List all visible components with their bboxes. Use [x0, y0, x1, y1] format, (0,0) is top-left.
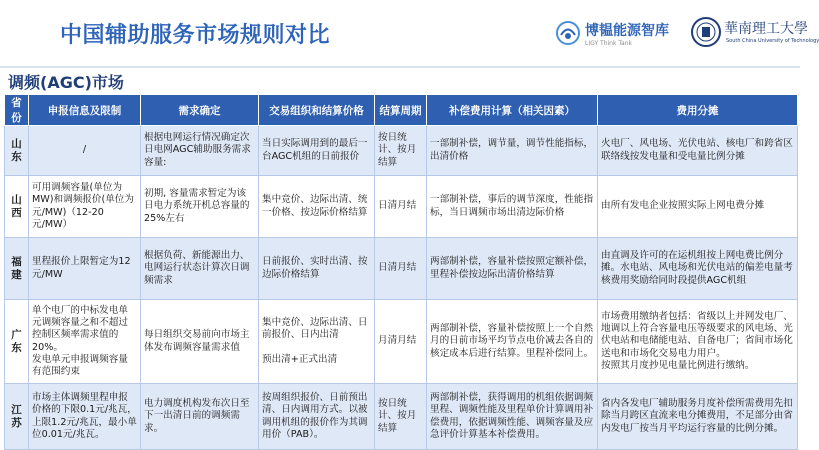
allocation-cell: 火电厂、风电场、光伏电站、核电厂和跨省区联络线按发电量和受电量比例分摊: [598, 126, 798, 176]
university-logo-name: 華南理工大學: [724, 21, 808, 37]
think-tank-logo-sub: LIGY Think Tank: [585, 40, 632, 47]
period-cell: 日清月结: [375, 238, 427, 300]
compensation-cell: 两部制补偿，容量补偿按照上一个自然月的日前市场平均节点电价减去各自的核定成本后进行结算。里程补偿同上。: [427, 300, 598, 384]
table-row: [5, 126, 798, 176]
period-cell: 日清月结: [375, 176, 427, 238]
university-logo: [690, 14, 819, 54]
province-cell: 江苏: [5, 384, 29, 450]
trading-cell: 日前报价、实时出清、按边际价格结算: [259, 238, 375, 300]
bid-info-cell: 单个电厂的中标发电单元调频容量之和不超过控制区频率需求值的 20%。 发电单元申报调频容量有范围约束: [29, 300, 141, 384]
column-header: 交易组织和结算价格: [259, 95, 375, 126]
table-row: [5, 300, 798, 384]
column-header: 结算周期: [375, 95, 427, 126]
period-cell: 月清月结: [375, 300, 427, 384]
allocation-cell: 由直调及许可的在运机组按上网电费比例分摊。水电站、风电场和光伏电站的偏差电量考核费用奖励给同时段提供AGC机组: [598, 238, 798, 300]
bid-info-cell: /: [29, 126, 141, 176]
table-header-row: [5, 95, 798, 126]
allocation-cell: 市场费用缴纳者包括：省级以上并网发电厂、地调以上符合容量电压等级要求的风电场、光伏电站和电储能电站、自备电厂；省间市场化送电和市场化交易电力用户。 按照其月度抄见电量比例进行缴纳。: [598, 300, 798, 384]
bid-info-cell: 市场主体调频里程申报价格的下限0.1元/兆瓦，上限1.2元/兆瓦，最小单位0.01元/兆瓦。: [29, 384, 141, 450]
trading-cell: 当日实际调用到的最后一台AGC机组的日前报价: [259, 126, 375, 176]
demand-cell: 初期, 容量需求暂定为该日电力系统开机总容量的25%左右: [141, 176, 259, 238]
table-row: [5, 238, 798, 300]
demand-cell: 每日组织交易前向市场主体发布调频容量需求值: [141, 300, 259, 384]
table-row: [5, 176, 798, 238]
compensation-cell: 两部制补偿，获得调用的机组依据调频里程、调频性能及里程单价计算调用补偿费用，依据调频性能、调频容量及应急评价计算基本补偿费用。: [427, 384, 598, 450]
demand-cell: 电力调度机构发布次日至下一出清日前的调频需求。: [141, 384, 259, 450]
period-cell: 按日统计、按月结算: [375, 126, 427, 176]
bid-info-cell: 可用调频容量(单位为MW)和调频报价(单位为元/MW)（12-20元/MW）: [29, 176, 141, 238]
province-cell: 山东: [5, 126, 29, 176]
allocation-cell: 由所有发电企业按照实际上网电费分摊: [598, 176, 798, 238]
province-cell: 广东: [5, 300, 29, 384]
university-logo-sub: South China University of Technology: [726, 38, 819, 44]
think-tank-logo: [555, 18, 685, 52]
column-header: 需求确定: [141, 95, 259, 126]
think-tank-logo-icon: [555, 20, 581, 46]
compensation-cell: 一部制补偿，调节量，调节性能指标，出清价格: [427, 126, 598, 176]
think-tank-logo-name: 博韫能源智库: [585, 23, 669, 39]
page-title: 中国辅助服务市场规则对比: [60, 23, 331, 48]
compensation-cell: 一部制补偿，事后的调节深度，性能指标，当日调频市场出清边际价格: [427, 176, 598, 238]
province-cell: 福建: [5, 238, 29, 300]
trading-cell: 集中竞价、边际出清、日前报价、日内出清 预出清+正式出清: [259, 300, 375, 384]
trading-cell: 按周组织报价、日前预出清、日内调用方式。以被调用机组的报价作为其调用价（PAB）。: [259, 384, 375, 450]
section-title: 调频(AGC)市场: [8, 73, 124, 92]
demand-cell: 根据负荷、新能源出力、电网运行状态计算次日调频需求: [141, 238, 259, 300]
allocation-cell: 省内各发电厂辅助服务月度补偿所需费用先扣除当月跨区直流来电分摊费用，不足部分由省内发电厂按当月平均运行容量的比例分摊。: [598, 384, 798, 450]
bid-info-cell: 里程报价上限暂定为12元/MW: [29, 238, 141, 300]
trading-cell: 集中竞价、边际出清、统一价格、按边际价格结算: [259, 176, 375, 238]
table-row: [5, 384, 798, 450]
demand-cell: 根据电网运行情况确定次日电网AGC辅助服务需求容量:: [141, 126, 259, 176]
university-seal-icon: [690, 16, 722, 48]
page-header: [0, 0, 819, 62]
province-cell: 山西: [5, 176, 29, 238]
rules-table: [4, 94, 798, 450]
column-header: 补偿费用计算（相关因素）: [427, 95, 598, 126]
section-divider: [0, 66, 800, 68]
column-header: 申报信息及限制: [29, 95, 141, 126]
column-header: 省份: [5, 95, 29, 126]
compensation-cell: 两部制补偿，容量补偿按照定额补偿，里程补偿按边际出清价格结算: [427, 238, 598, 300]
column-header: 费用分摊: [598, 95, 798, 126]
period-cell: 按日统计、按月结算: [375, 384, 427, 450]
